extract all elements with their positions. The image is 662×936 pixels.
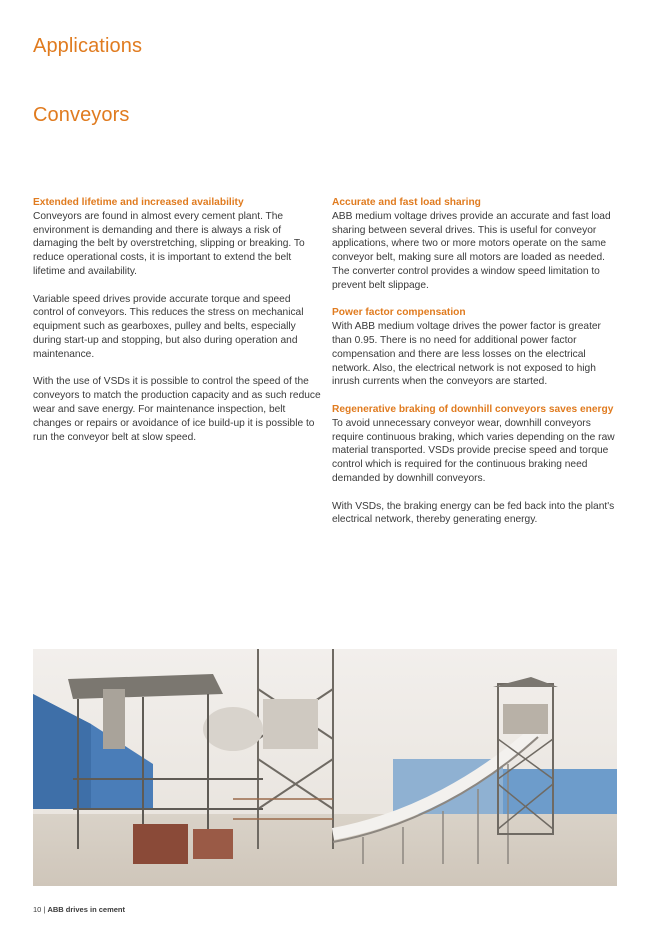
page-footer [33, 905, 125, 914]
page-title: Conveyors [33, 104, 130, 126]
left-column [33, 196, 323, 458]
publication-title: ABB drives in cement [47, 905, 125, 914]
subheading-extended-lifetime: Extended lifetime and increased availability [33, 197, 244, 208]
page-number: 10 [33, 905, 42, 914]
body-paragraph-closing: With VSDs, the braking energy can be fed back into the plant's electrical network, thereby generating energy. [332, 500, 615, 526]
body-paragraph: Variable speed drives provide accurate torque and speed control of conveyors. This reduces the stress on mechanical equipment such as gearboxes, pulley and belts, especially during start-up and stopping, but also during operation and maintenance. [33, 293, 304, 360]
section-title: Applications [33, 35, 143, 57]
body-paragraph: With the use of VSDs it is possible to control the speed of the conveyors to match the production capacity and as such reduce wear and save energy. For maintenance inspection, belt changes or repairs or avoidance of ice build-up it is possible to run the conveyor belt at slow speed. [33, 376, 321, 443]
subheading-regenerative-braking: Regenerative braking of downhill conveyors saves energy [332, 403, 614, 415]
body-paragraph: To avoid unnecessary conveyor wear, downhill conveyors require continuous braking, which varies depending on the raw material transported. VSDs provide precise speed and torque control which is required for the continuous braking need demanded by downhill conveyors. [332, 417, 615, 484]
right-column [332, 196, 620, 541]
conveyor-photo [33, 649, 617, 886]
body-paragraph: With ABB medium voltage drives the power factor is greater than 0.95. There is no need for additional power factor compensation and there are less losses on the electrical network. Also, the electrical network is not exposed to high inrush currents when the conveyors are started. [332, 321, 601, 388]
conveyor-illustration [33, 649, 617, 886]
subheading-power-factor: Power factor compensation [332, 307, 466, 319]
footer-separator: | [41, 905, 48, 914]
body-paragraph: ABB medium voltage drives provide an accurate and fast load sharing between several drives. This is useful for conveyor applications, where two or more motors operate on the same conveyor belt, making sure all motors are loaded as needed. The converter control provides a window speed limitation to prevent belt slippage. [332, 210, 611, 291]
subheading-load-sharing: Accurate and fast load sharing [332, 197, 481, 208]
body-paragraph: Conveyors are found in almost every cement plant. The environment is demanding and there is always a risk of damaging the belt by overstretching, slipping or breaking. To reduce operational costs, it is important to extend the belt lifetime and availability. [33, 210, 305, 277]
